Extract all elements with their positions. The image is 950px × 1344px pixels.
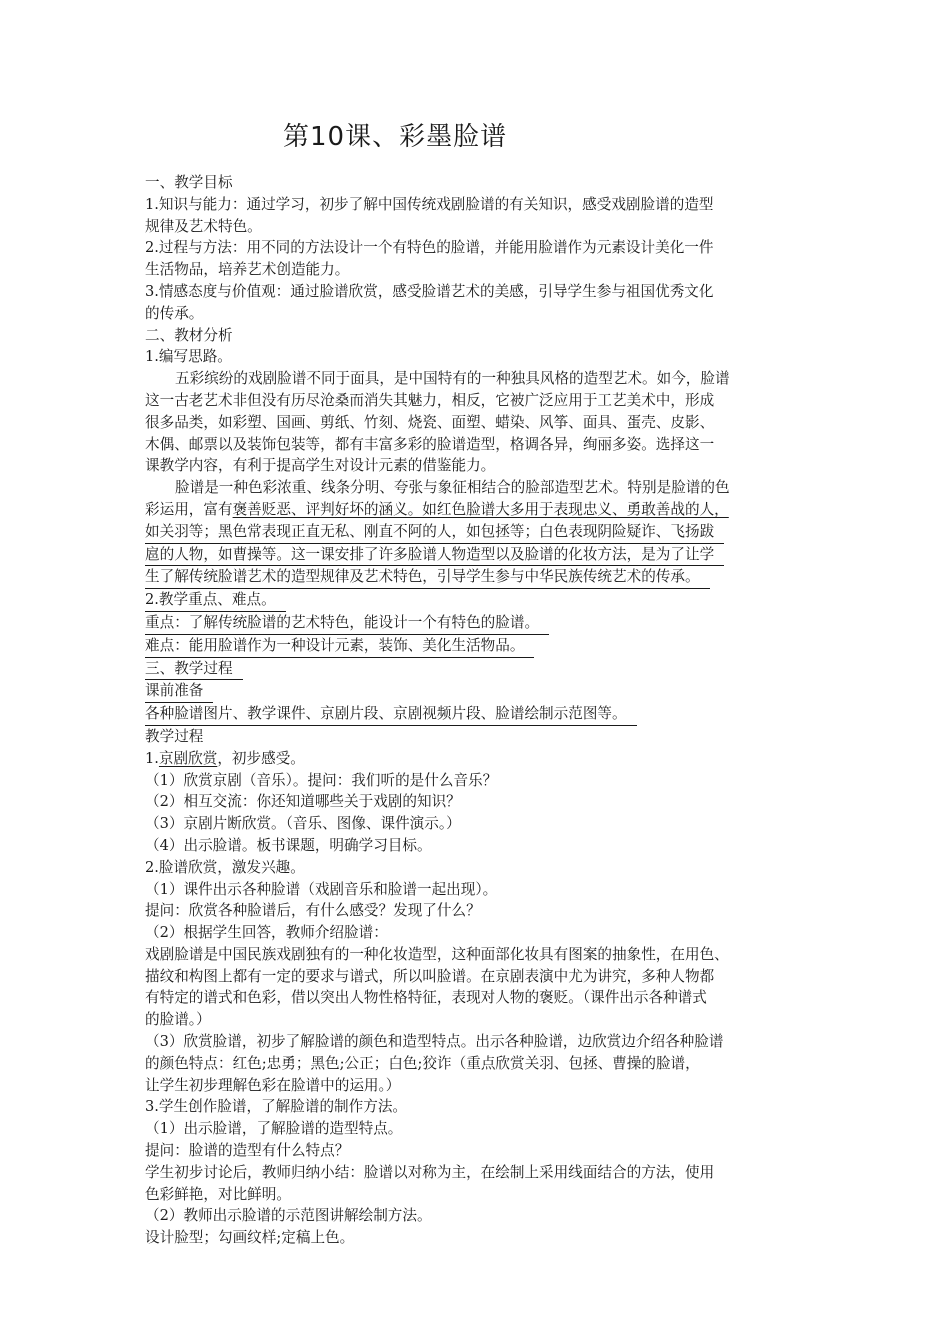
section-heading: 二、教材分析 <box>145 326 233 344</box>
line-text: 1. <box>145 749 159 767</box>
paragraph-line: 课教学内容，有利于提高学生对设计元素的借鉴能力。 <box>145 457 496 475</box>
page-title: 第10课、彩墨脸谱 <box>283 122 508 152</box>
paragraph-line: 规律及艺术特色。 <box>145 217 262 235</box>
list-item: （2）教师出示脸谱的示范图讲解绘制方法。 <box>145 1207 432 1225</box>
underlined-text: 三、教学过程 <box>145 658 243 681</box>
paragraph-line <box>145 544 815 567</box>
document-body <box>145 172 815 1249</box>
paragraph-line: 的脸谱。） <box>145 1011 211 1029</box>
underlined-text: 生了解传统脸谱艺术的造型规律及艺术特色，引导学生参与中华民族传统艺术的传承。 <box>145 566 710 589</box>
line-text: ，初步感受。 <box>217 749 305 767</box>
paragraph-line: 脸谱是一种色彩浓重、线条分明、夸张与象征相结合的脸部造型艺术。特别是脸谱的色 <box>175 479 730 497</box>
underlined-text: 课前准备 <box>145 680 213 703</box>
paragraph-line: 的传承。 <box>145 304 204 322</box>
paragraph-line <box>145 612 815 635</box>
paragraph-line: 生活物品，培养艺术创造能力。 <box>145 261 350 279</box>
paragraph-line: 描纹和构图上都有一定的要求与谱式，所以叫脸谱。在京剧表演中尤为讲究，多种人物都 <box>145 967 715 985</box>
underlined-text: 京剧欣赏 <box>158 749 218 767</box>
list-item: （1）欣赏京剧（音乐）。提问：我们听的是什么音乐？ <box>145 771 498 789</box>
paragraph-line: 学生初步讨论后，教师归纳小结：脸谱以对称为主，在绘制上采用线面结合的方法，使用 <box>145 1163 715 1181</box>
paragraph-line: 很多品类，如彩塑、国画、剪纸、竹刻、烧瓷、面塑、蜡染、风筝、面具、蛋壳、皮影、 <box>145 413 715 431</box>
paragraph-line <box>145 499 815 521</box>
paragraph-line: 木偶、邮票以及装饰包装等，都有丰富多彩的脸谱造型，格调各异，绚丽多姿。选择这一 <box>145 435 715 453</box>
line-text: 彩运用，富有 <box>145 500 233 518</box>
paragraph-line: 让学生初步理解色彩在脸谱中的运用。） <box>145 1076 401 1094</box>
underlined-text: 难点：能用脸谱作为一种设计元素，装饰、美化生活物品。 <box>145 635 534 658</box>
paragraph-line: 提问：欣赏各种脸谱后，有什么感受？发现了什么？ <box>145 902 481 920</box>
paragraph-line: 提问：脸谱的造型有什么特点？ <box>145 1142 350 1160</box>
list-item: （1）出示脸谱，了解脸谱的造型特点。 <box>145 1120 403 1138</box>
paragraph-line: 色彩鲜艳，对比鲜明。 <box>145 1185 291 1203</box>
list-item: （3）京剧片断欣赏。（音乐、图像、课件演示。） <box>145 815 461 833</box>
list-item: （3）欣赏脸谱，初步了解脸谱的颜色和造型特点。出示各种脸谱，边欣赏边介绍各种脸谱 <box>145 1033 724 1051</box>
subsection-heading <box>145 680 815 703</box>
paragraph-line <box>145 566 815 589</box>
paragraph-line: 五彩缤纷的戏剧脸谱不同于面具，是中国特有的一种独具风格的造型艺术。如今，脸谱 <box>175 370 730 388</box>
paragraph-line: 设计脸型；勾画纹样;定稿上色。 <box>145 1229 355 1247</box>
paragraph-line: 1.知识与能力：通过学习，初步了解中国传统戏剧脸谱的有关知识，感受戏剧脸谱的造型 <box>145 195 714 213</box>
underlined-text: 重点：了解传统脸谱的艺术特色，能设计一个有特色的脸谱。 <box>145 612 549 635</box>
section-heading <box>145 658 815 681</box>
paragraph-line: 戏剧脸谱是中国民族戏剧独有的一种化妆造型，这种面部化妆具有图案的抽象性，在用色、 <box>145 945 729 963</box>
list-item: （4）出示脸谱。板书课题，明确学习目标。 <box>145 836 432 854</box>
list-item: （2）相互交流：你还知道哪些关于戏剧的知识？ <box>145 793 461 811</box>
paragraph-line: 2.过程与方法：用不同的方法设计一个有特色的脸谱，并能用脸谱作为元素设计美化一件 <box>145 239 714 257</box>
paragraph-line <box>145 748 815 770</box>
list-item: （1）课件出示各种脸谱（戏剧音乐和脸谱一起出现）。 <box>145 880 498 898</box>
subsection-heading: 2.脸谱欣赏，激发兴趣。 <box>145 858 305 876</box>
paragraph-line <box>145 521 815 544</box>
subsection-heading: 3.学生创作脸谱，了解脸谱的制作方法。 <box>145 1098 408 1116</box>
section-heading: 一、教学目标 <box>145 174 233 191</box>
paragraph-line: 有特定的谱式和色彩，借以突出人物性格特征，表现对人物的褒贬。（课件出示各种谱式 <box>145 989 707 1007</box>
underlined-text: 各种脸谱图片、教学课件、京剧片段、京剧视频片段、脸谱绘制示范图等。 <box>145 703 637 726</box>
subsection-heading: 教学过程 <box>145 727 204 745</box>
underlined-text: 褒善贬恶、评判好坏的涵义。如红色脸谱大多用于表现忠义、勇敢善战的人， <box>232 500 729 518</box>
underlined-text: 扈的人物，如曹操等。这一课安排了许多脸谱人物造型以及脸谱的化妆方法，是为了让学 <box>145 544 724 567</box>
paragraph-line: 的颜色特点：红色;忠勇；黑色;公正；白色;狡诈（重点欣赏关羽、包拯、曹操的脸谱， <box>145 1054 700 1072</box>
paragraph-line: 这一古老艺术非但没有历尽沧桑而消失其魅力，相反，它被广泛应用于工艺美术中，形成 <box>145 391 715 409</box>
paragraph-line: 3.情感态度与价值观：通过脸谱欣赏，感受脸谱艺术的美感，引导学生参与祖国优秀文化 <box>145 282 714 300</box>
paragraph-line <box>145 635 815 658</box>
subsection-heading: 1.编写思路。 <box>145 348 232 366</box>
underlined-text: 2.教学重点、难点。 <box>145 589 286 612</box>
list-item: （2）根据学生回答，教师介绍脸谱： <box>145 924 388 942</box>
subsection-heading <box>145 589 815 612</box>
paragraph-line <box>145 703 815 726</box>
underlined-text: 如关羽等；黑色常表现正直无私、刚直不阿的人，如包拯等；白色表现阴险疑诈、飞扬跋 <box>145 521 724 544</box>
